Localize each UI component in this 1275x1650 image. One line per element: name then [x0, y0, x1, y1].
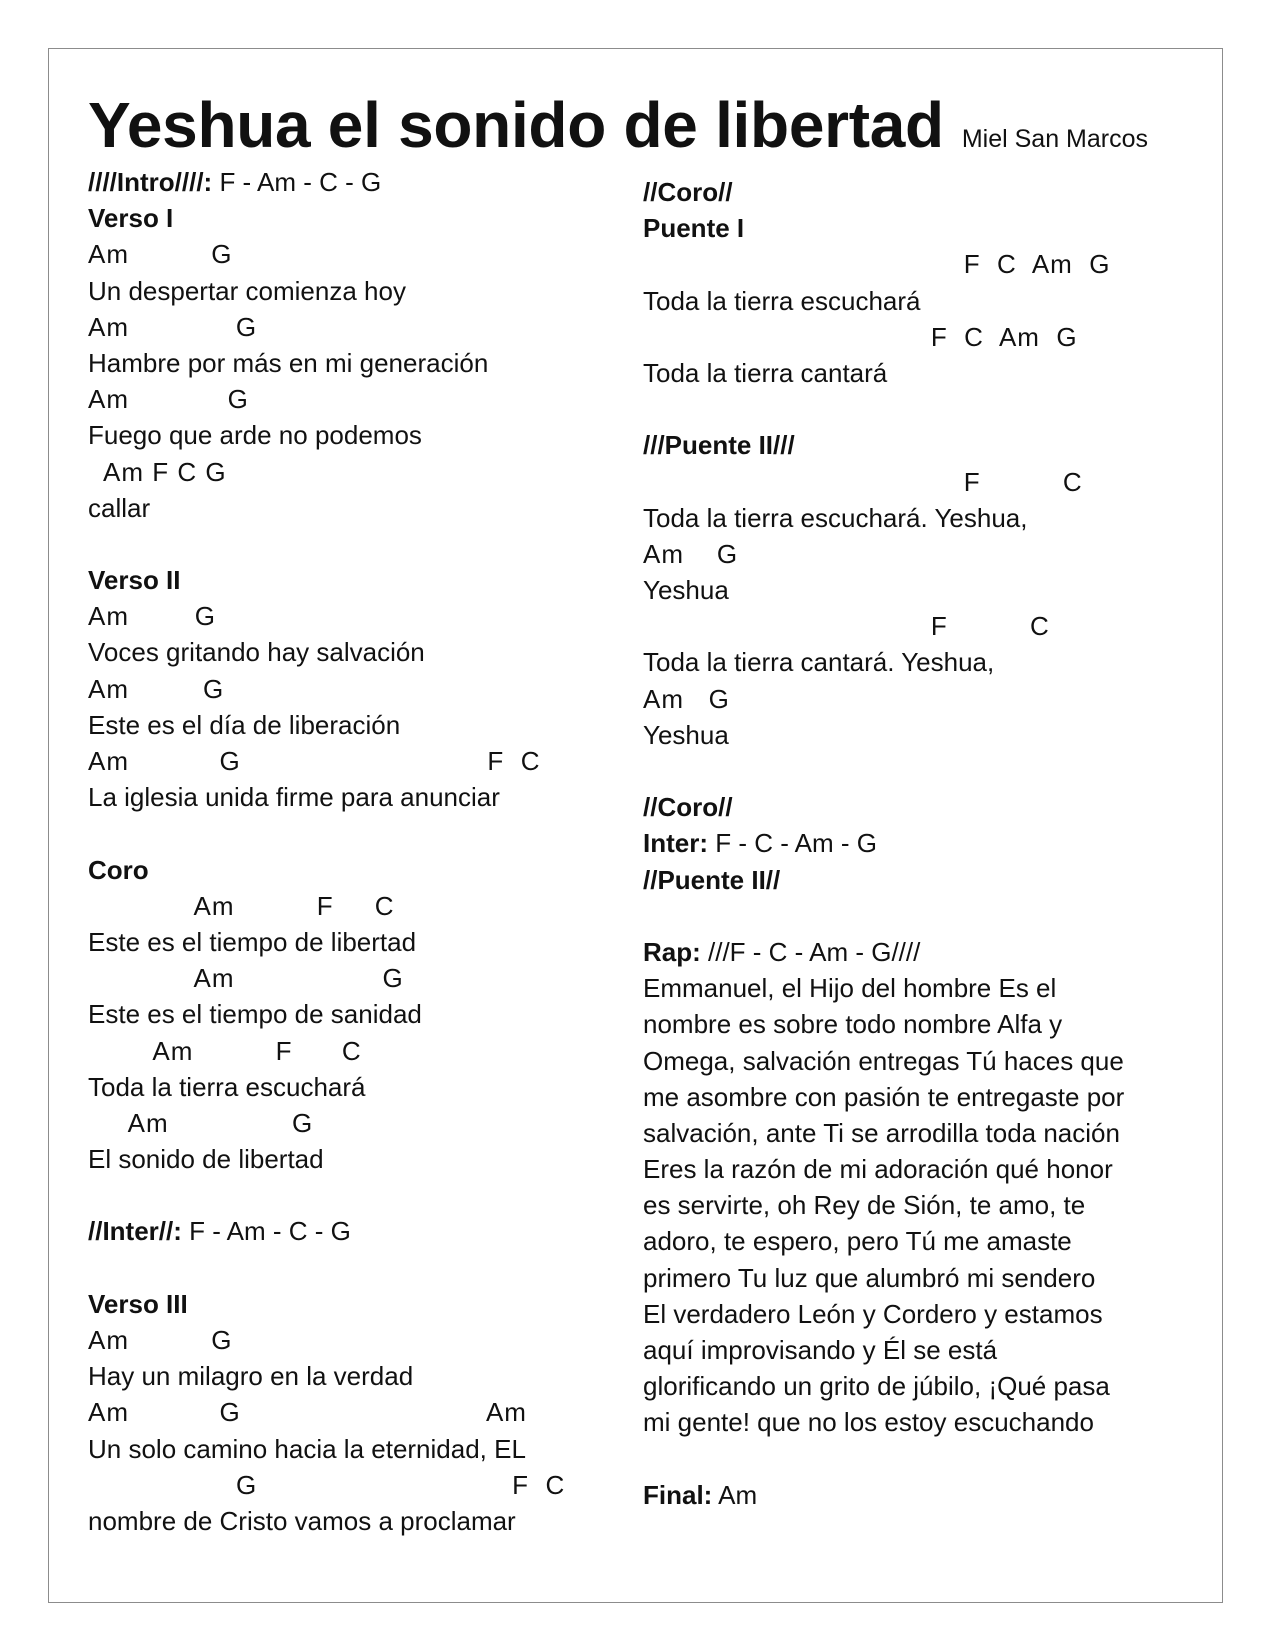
rap-line	[643, 934, 1198, 970]
puente-2-heading: ///Puente II///	[643, 430, 795, 461]
coro-repeat-marker: //Coro//	[643, 792, 733, 823]
rap-lyric-line: adoro, te espero, pero Tú me amaste	[643, 1226, 1072, 1257]
chord-line: Am F C G	[88, 456, 227, 487]
intro-line	[88, 164, 608, 200]
artist-name: Miel San Marcos	[961, 125, 1148, 153]
song-title-block	[88, 88, 1148, 162]
puente-1-heading: Puente I	[643, 213, 745, 244]
verso-3-heading: Verso III	[88, 1288, 188, 1319]
lyric-line: Toda la tierra escuchará. Yeshua,	[643, 502, 1028, 533]
rap-chords: ///F - C - Am - G////	[700, 936, 921, 967]
lyric-line: Este es el tiempo de libertad	[88, 926, 417, 957]
rap-lyric-line: primero Tu luz que alumbró mi sendero	[643, 1262, 1096, 1293]
chord-line: Am G	[88, 1107, 314, 1138]
chord-line: Am G	[88, 1325, 233, 1355]
right-column	[643, 174, 1198, 1513]
spacer	[643, 898, 1198, 934]
rap-lyric-line: es servirte, oh Rey de Sión, te amo, te	[643, 1190, 1086, 1221]
chord-line: F C Am G	[643, 249, 1111, 280]
rap-lyric-line: nombre es sobre todo nombre Alfa y	[643, 1009, 1063, 1040]
chord-line: Am G	[88, 963, 404, 994]
lyric-line: Este es el día de liberación	[88, 709, 401, 740]
rap-lyric-line: Omega, salvación entregas Tú haces que	[643, 1045, 1124, 1076]
inter-label: //Inter//:	[88, 1216, 182, 1247]
rap-lyric-line: me asombre con pasión te entregaste por	[643, 1081, 1125, 1112]
lyric-line: Toda la tierra escuchará	[643, 285, 921, 316]
rap-lyric-line: Eres la razón de mi adoración qué honor	[643, 1154, 1113, 1185]
left-column	[88, 164, 608, 1539]
lyric-line: Toda la tierra cantará	[643, 357, 888, 388]
rap-lyric-line: aquí improvisando y Él se está	[643, 1335, 998, 1365]
inter-line	[643, 825, 1198, 861]
lyric-line: Este es el tiempo de sanidad	[88, 999, 422, 1030]
final-chord: Am	[712, 1479, 758, 1510]
rap-lyric-line: glorificando un grito de júbilo, ¡Qué pasa	[643, 1371, 1110, 1402]
spacer	[643, 391, 1198, 427]
song-title: Yeshua el sonido de libertad	[88, 89, 944, 161]
rap-lyric-line: El verdadero León y Cordero y estamos	[643, 1298, 1103, 1329]
rap-label: Rap:	[643, 936, 701, 967]
spacer	[88, 526, 608, 562]
spacer	[88, 1177, 608, 1213]
puente-2-repeat-marker: //Puente II//	[643, 864, 781, 895]
chord-line: Am G	[88, 311, 258, 342]
rap-lyric-line: Emmanuel, el Hijo del hombre Es el	[643, 973, 1057, 1004]
coro-heading: Coro	[88, 854, 149, 885]
spacer	[643, 1441, 1198, 1477]
inter-label: Inter:	[643, 828, 708, 859]
spacer	[88, 815, 608, 851]
spacer	[643, 753, 1198, 789]
chord-line: F C	[643, 611, 1050, 642]
final-label: Final:	[643, 1479, 713, 1510]
chord-line: Am G	[88, 601, 217, 632]
chord-line: Am G	[88, 673, 225, 704]
chord-line: Am G Am	[88, 1397, 527, 1428]
intro-label: ////Intro////:	[88, 167, 213, 197]
lyric-line: Yeshua	[643, 719, 729, 750]
lyric-line: Fuego que arde no podemos	[88, 420, 422, 451]
chord-line: Am F C	[88, 1035, 362, 1066]
lyric-line: Yeshua	[643, 575, 729, 606]
lyric-line: La iglesia unida firme para anunciar	[88, 782, 500, 813]
lyric-line: Voces gritando hay salvación	[88, 637, 425, 668]
lyric-line: Un solo camino hacia la eternidad, EL	[88, 1433, 526, 1464]
final-line	[643, 1477, 1198, 1513]
rap-lyric-line: mi gente! que no los estoy escuchando	[643, 1407, 1094, 1438]
intro-chords: F - Am - C - G	[212, 167, 382, 197]
chord-line: Am G F C	[88, 746, 541, 776]
lyric-line: Toda la tierra escuchará	[88, 1071, 366, 1102]
chord-line: Am F C	[88, 890, 395, 921]
chord-line: Am G	[643, 538, 739, 569]
inter-line	[88, 1213, 608, 1249]
lyric-line: Hambre por más en mi generación	[88, 347, 489, 378]
lyric-line: Toda la tierra cantará. Yeshua,	[643, 647, 995, 678]
lyric-line: nombre de Cristo vamos a proclamar	[88, 1505, 516, 1536]
lyric-line: El sonido de libertad	[88, 1144, 324, 1175]
verso-1-heading: Verso I	[88, 203, 174, 234]
lyric-line: Un despertar comienza hoy	[88, 275, 406, 306]
lyric-line: callar	[88, 492, 151, 523]
chord-line: F C Am G	[643, 321, 1078, 352]
chord-line: F C	[643, 466, 1083, 497]
rap-lyric-line: salvación, ante Ti se arrodilla toda nación	[643, 1117, 1120, 1148]
inter-chords: F - C - Am - G	[708, 828, 877, 859]
chord-line: Am G	[88, 239, 233, 270]
inter-chords: F - Am - C - G	[181, 1216, 351, 1247]
coro-repeat-marker: //Coro//	[643, 177, 733, 207]
chord-line: G F C	[88, 1469, 566, 1500]
lyric-line: Hay un milagro en la verdad	[88, 1361, 414, 1392]
verso-2-heading: Verso II	[88, 565, 181, 596]
chord-line: Am G	[643, 683, 730, 714]
chord-line: Am G	[88, 384, 249, 415]
spacer	[88, 1250, 608, 1286]
